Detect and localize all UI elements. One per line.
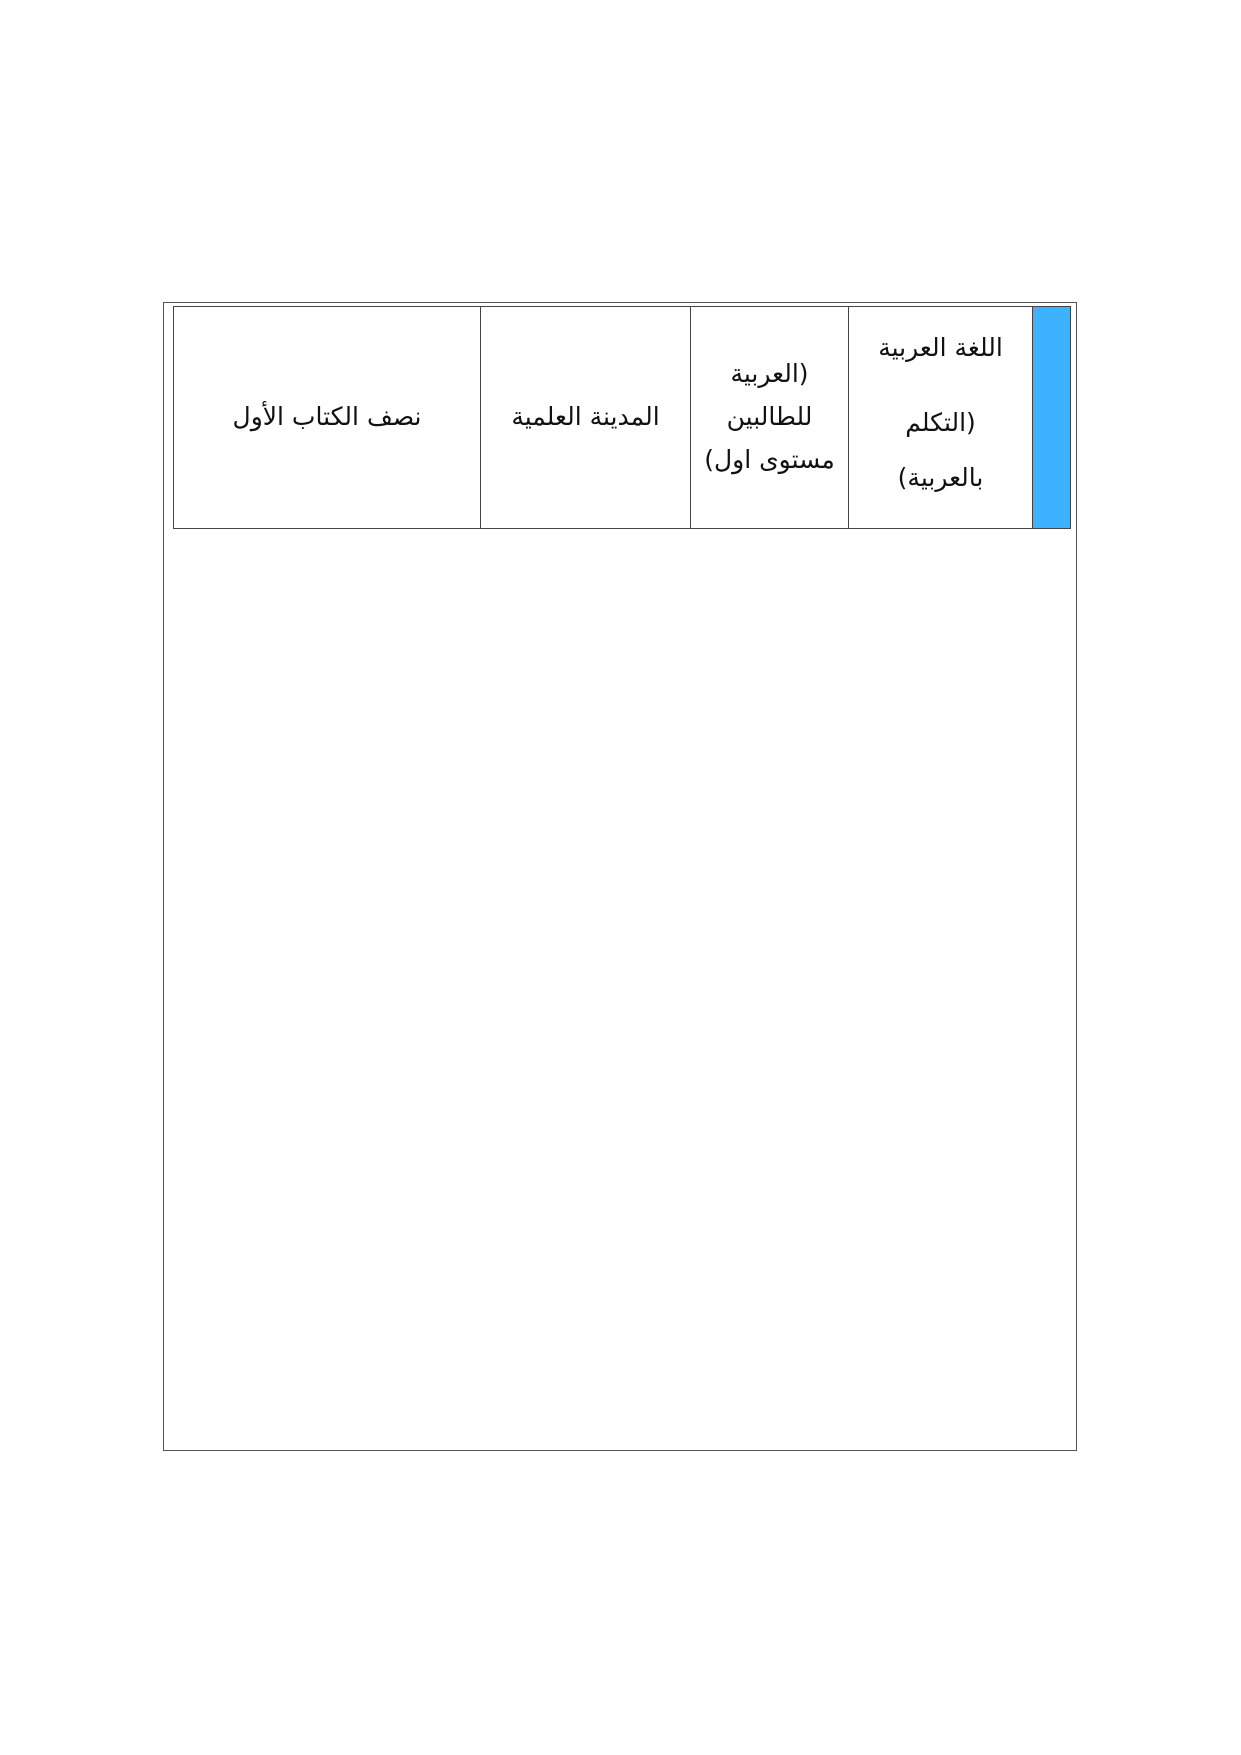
book-line-3: مستوى اول) xyxy=(704,444,835,474)
publisher-cell xyxy=(480,307,690,528)
subject-line-1: اللغة العربية xyxy=(878,333,1003,363)
portion-text: نصف الكتاب الأول xyxy=(232,402,422,432)
subject-line-2: (التكلم xyxy=(905,408,976,438)
book-line-2: للطالبين xyxy=(726,402,813,432)
portion-cell xyxy=(174,307,480,528)
book-line-1: (العربية xyxy=(730,359,809,389)
book-cell xyxy=(690,307,848,528)
table-header-row xyxy=(173,306,1071,529)
subject-line-3: بالعربية) xyxy=(897,462,984,492)
publisher-text: المدينة العلمية xyxy=(511,402,660,432)
accent-column xyxy=(1032,307,1070,528)
subject-cell xyxy=(848,307,1032,528)
